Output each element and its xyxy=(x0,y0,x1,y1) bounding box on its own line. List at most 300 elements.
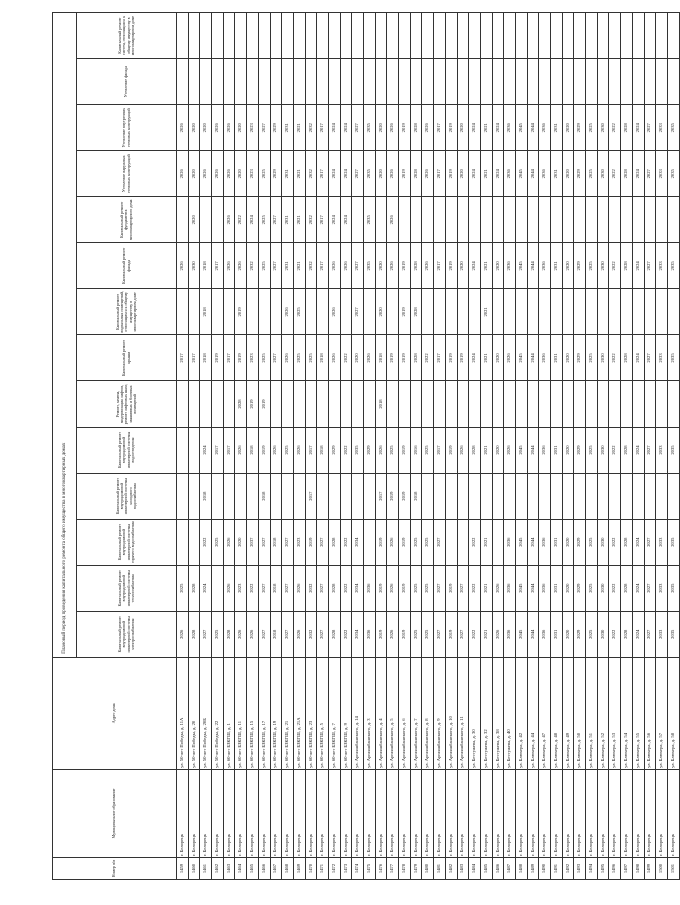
row-number-cell: 1484 xyxy=(469,857,481,879)
year-cell: 2036 xyxy=(539,611,551,657)
year-cell: 2019 xyxy=(399,611,411,657)
year-cell xyxy=(632,473,644,519)
row-number-cell: 1495 xyxy=(597,857,609,879)
year-cell: 2020 xyxy=(492,427,504,473)
year-cell xyxy=(364,59,376,105)
year-cell xyxy=(457,381,469,427)
year-cell: 2025 xyxy=(410,565,422,611)
year-cell xyxy=(632,381,644,427)
year-cell: 2024 xyxy=(632,335,644,381)
year-cell: 2032 xyxy=(247,243,259,289)
header-municipality: Муниципальное образование xyxy=(53,769,177,857)
table-row xyxy=(609,13,621,880)
year-cell xyxy=(609,59,621,105)
year-cell: 2025 xyxy=(258,197,270,243)
municipality-cell: г. Белорецк xyxy=(574,769,586,857)
year-cell xyxy=(469,473,481,519)
year-cell: 2027 xyxy=(270,197,282,243)
year-cell: 2019 xyxy=(375,565,387,611)
year-cell: 2033 xyxy=(656,565,668,611)
year-cell xyxy=(562,473,574,519)
year-cell xyxy=(527,59,539,105)
year-cell: 2027 xyxy=(352,289,364,335)
year-cell: 2024 xyxy=(632,243,644,289)
year-cell xyxy=(551,13,563,59)
row-number-cell: 1473 xyxy=(340,857,352,879)
year-cell xyxy=(644,59,656,105)
year-cell xyxy=(457,289,469,335)
year-cell: 2045 xyxy=(515,243,527,289)
year-cell: 2027 xyxy=(317,565,329,611)
year-cell xyxy=(434,13,446,59)
year-cell: 2019 xyxy=(445,105,457,151)
table-row xyxy=(410,13,422,880)
year-cell: 2018 xyxy=(317,335,329,381)
year-cell: 2027 xyxy=(644,243,656,289)
year-cell xyxy=(539,289,551,335)
year-cell: 2035 xyxy=(667,243,679,289)
year-cell xyxy=(188,427,200,473)
year-cell: 2031 xyxy=(282,105,294,151)
year-cell: 2019 xyxy=(305,519,317,565)
year-cell xyxy=(364,289,376,335)
year-cell: 2025 xyxy=(212,519,224,565)
year-cell: 2030 xyxy=(597,335,609,381)
year-cell xyxy=(200,197,212,243)
year-cell: 2018 xyxy=(247,427,259,473)
year-cell: 2028 xyxy=(328,611,340,657)
year-cell: 2029 xyxy=(328,427,340,473)
table-row xyxy=(562,13,574,880)
year-cell xyxy=(434,289,446,335)
year-cell: 2036 xyxy=(504,611,516,657)
year-cell xyxy=(340,13,352,59)
year-cell xyxy=(410,59,422,105)
year-cell: 2020 xyxy=(562,243,574,289)
year-cell: 2026 xyxy=(270,427,282,473)
year-cell: 2019 xyxy=(258,381,270,427)
year-cell xyxy=(644,473,656,519)
year-cell: 2018 xyxy=(258,473,270,519)
year-cell xyxy=(492,289,504,335)
year-cell xyxy=(539,473,551,519)
year-cell: 2030 xyxy=(597,565,609,611)
year-cell xyxy=(364,13,376,59)
year-cell: 2020 xyxy=(188,105,200,151)
year-cell: 2028 xyxy=(410,243,422,289)
year-cell: 2031 xyxy=(551,151,563,197)
address-cell: ул. 60-лет БЗКГШ, д. 5 xyxy=(317,657,329,769)
year-cell xyxy=(387,289,399,335)
year-cell xyxy=(562,381,574,427)
municipality-cell: г. Белорецк xyxy=(399,769,411,857)
year-cell: 2018 xyxy=(200,243,212,289)
year-cell: 2022 xyxy=(340,335,352,381)
year-cell xyxy=(445,381,457,427)
year-cell: 2022 xyxy=(340,519,352,565)
year-cell: 2019 xyxy=(212,335,224,381)
header-num: Номер п/п xyxy=(53,857,177,879)
table-row xyxy=(258,13,270,880)
year-cell xyxy=(305,59,317,105)
year-cell: 2023 xyxy=(247,151,259,197)
table-row xyxy=(527,13,539,880)
year-cell: 2026 xyxy=(212,151,224,197)
header-address: Адрес дома xyxy=(53,657,177,769)
year-cell xyxy=(539,381,551,427)
municipality-cell: г. Белорецк xyxy=(223,769,235,857)
year-cell: 2024 xyxy=(469,243,481,289)
row-number-cell: 1471 xyxy=(317,857,329,879)
table-row xyxy=(340,13,352,880)
year-cell xyxy=(586,59,598,105)
year-cell: 2017 xyxy=(317,197,329,243)
year-cell xyxy=(177,473,189,519)
year-cell xyxy=(317,59,329,105)
year-cell xyxy=(597,13,609,59)
year-cell: 2027 xyxy=(200,611,212,657)
year-cell: 2025 xyxy=(586,243,598,289)
year-cell xyxy=(632,289,644,335)
year-cell xyxy=(188,519,200,565)
year-cell: 2026 xyxy=(492,611,504,657)
year-cell: 2026 xyxy=(504,427,516,473)
year-cell xyxy=(282,473,294,519)
year-cell: 2032 xyxy=(305,243,317,289)
year-cell: 2026 xyxy=(387,611,399,657)
year-cell: 2029 xyxy=(574,427,586,473)
table-row xyxy=(656,13,668,880)
year-cell: 2018 xyxy=(410,473,422,519)
year-cell: 2027 xyxy=(434,611,446,657)
year-cell: 2026 xyxy=(223,151,235,197)
year-cell xyxy=(399,197,411,243)
year-cell xyxy=(469,381,481,427)
year-cell: 2033 xyxy=(656,335,668,381)
year-cell: 2021 xyxy=(293,151,305,197)
year-cell: 2033 xyxy=(656,611,668,657)
year-cell: 2031 xyxy=(551,519,563,565)
address-cell: ул. Бестужева, д. 32 xyxy=(480,657,492,769)
year-cell xyxy=(177,427,189,473)
year-cell xyxy=(223,289,235,335)
year-cell: 2017 xyxy=(212,243,224,289)
year-cell: 2020 xyxy=(188,197,200,243)
year-cell: 2026 xyxy=(223,105,235,151)
year-cell: 2017 xyxy=(434,151,446,197)
year-cell: 2036 xyxy=(539,243,551,289)
year-cell: 2028 xyxy=(328,565,340,611)
year-cell xyxy=(422,289,434,335)
year-cell xyxy=(445,13,457,59)
municipality-cell: г. Белорецк xyxy=(551,769,563,857)
year-cell: 2034 xyxy=(352,611,364,657)
year-cell xyxy=(282,59,294,105)
year-cell xyxy=(399,59,411,105)
year-cell xyxy=(212,59,224,105)
table-row xyxy=(235,13,247,880)
year-cell xyxy=(597,381,609,427)
year-cell xyxy=(574,381,586,427)
year-cell xyxy=(177,13,189,59)
municipality-cell: г. Белорецк xyxy=(258,769,270,857)
year-cell xyxy=(200,59,212,105)
year-cell: 2025 xyxy=(422,427,434,473)
year-cell xyxy=(340,381,352,427)
year-cell xyxy=(434,59,446,105)
year-cell xyxy=(515,473,527,519)
year-cell: 2029 xyxy=(574,565,586,611)
year-cell xyxy=(551,197,563,243)
year-cell: 2019 xyxy=(399,565,411,611)
row-number-cell: 1499 xyxy=(644,857,656,879)
year-cell xyxy=(632,197,644,243)
year-cell xyxy=(515,59,527,105)
year-cell: 2027 xyxy=(457,565,469,611)
year-cell xyxy=(328,473,340,519)
year-cell: 2025 xyxy=(586,105,598,151)
year-cell: 2020 xyxy=(375,243,387,289)
header-col11: Утепление наружных стеновых конструкций xyxy=(77,151,177,197)
year-cell xyxy=(504,473,516,519)
year-cell: 2019 xyxy=(399,243,411,289)
year-cell: 2017 xyxy=(434,335,446,381)
year-cell: 2019 xyxy=(445,151,457,197)
year-cell: 2026 xyxy=(177,151,189,197)
year-cell: 2035 xyxy=(667,151,679,197)
year-cell: 2031 xyxy=(551,565,563,611)
year-cell xyxy=(667,197,679,243)
year-cell xyxy=(515,381,527,427)
year-cell xyxy=(574,197,586,243)
header-col9: Капитальный ремонт фасада xyxy=(77,243,177,289)
year-cell: 2026 xyxy=(457,427,469,473)
address-cell: ул. Блюхера, д. 50 xyxy=(574,657,586,769)
row-number-cell: 1493 xyxy=(574,857,586,879)
address-cell: ул. Аргаяшбашского, д. 9 xyxy=(434,657,446,769)
year-cell: 2025 xyxy=(293,335,305,381)
header-col7: Капитальный ремонт крыши xyxy=(77,335,177,381)
address-cell: ул. Аргаяшбашского, д. 5 xyxy=(387,657,399,769)
row-number-cell: 1460 xyxy=(188,857,200,879)
year-cell: 2033 xyxy=(656,427,668,473)
year-cell: 2020 xyxy=(562,565,574,611)
year-cell: 2017 xyxy=(434,105,446,151)
year-cell: 2020 xyxy=(457,151,469,197)
year-cell: 2027 xyxy=(270,335,282,381)
year-cell xyxy=(609,197,621,243)
year-cell: 2035 xyxy=(352,427,364,473)
year-cell: 2017 xyxy=(223,335,235,381)
header-col14: Капитальный ремонт систем, относящихся к общему имуществу в многоквартирном доме xyxy=(77,13,177,59)
year-cell xyxy=(527,13,539,59)
year-cell: 2022 xyxy=(609,519,621,565)
year-cell: 2036 xyxy=(539,427,551,473)
year-cell xyxy=(375,13,387,59)
row-number-cell: 1479 xyxy=(410,857,422,879)
year-cell: 2025 xyxy=(410,519,422,565)
year-cell xyxy=(317,13,329,59)
year-cell: 2021 xyxy=(480,427,492,473)
year-cell xyxy=(480,381,492,427)
year-cell xyxy=(282,381,294,427)
municipality-cell: г. Белорецк xyxy=(293,769,305,857)
year-cell: 2019 xyxy=(457,335,469,381)
row-number-cell: 1459 xyxy=(177,857,189,879)
year-cell xyxy=(457,519,469,565)
year-cell: 2019 xyxy=(258,427,270,473)
year-cell: 2044 xyxy=(527,335,539,381)
row-number-cell: 1501 xyxy=(667,857,679,879)
municipality-cell: г. Белорецк xyxy=(644,769,656,857)
year-cell: 2020 xyxy=(562,335,574,381)
year-cell xyxy=(434,381,446,427)
year-cell: 2024 xyxy=(340,197,352,243)
row-number-cell: 1464 xyxy=(235,857,247,879)
year-cell xyxy=(305,13,317,59)
year-cell xyxy=(445,289,457,335)
year-cell: 2026 xyxy=(223,519,235,565)
year-cell: 2036 xyxy=(504,519,516,565)
year-cell xyxy=(177,197,189,243)
year-cell xyxy=(293,13,305,59)
year-cell xyxy=(597,197,609,243)
year-cell: 2027 xyxy=(317,611,329,657)
year-cell: 2045 xyxy=(515,565,527,611)
address-cell: ул. Блюхера, д. 58 xyxy=(667,657,679,769)
year-cell xyxy=(469,59,481,105)
municipality-cell: г. Белорецк xyxy=(375,769,387,857)
year-cell: 2017 xyxy=(188,335,200,381)
year-cell xyxy=(586,473,598,519)
year-cell: 2032 xyxy=(305,565,317,611)
year-cell: 2028 xyxy=(621,335,633,381)
year-cell: 2024 xyxy=(469,151,481,197)
year-cell: 2019 xyxy=(399,105,411,151)
year-cell: 2020 xyxy=(235,105,247,151)
municipality-cell: г. Белорецк xyxy=(317,769,329,857)
year-cell: 2027 xyxy=(434,565,446,611)
year-cell xyxy=(177,289,189,335)
year-cell xyxy=(480,59,492,105)
year-cell xyxy=(177,519,189,565)
year-cell: 2018 xyxy=(375,335,387,381)
address-cell: ул. Аргаяшбашского, д. 14 xyxy=(352,657,364,769)
table-row xyxy=(621,13,633,880)
year-cell: 2026 xyxy=(387,197,399,243)
municipality-cell: г. Белорецк xyxy=(562,769,574,857)
year-cell: 2028 xyxy=(410,335,422,381)
year-cell: 2017 xyxy=(317,243,329,289)
address-cell: ул. 50-лет Победы, д. 20Б xyxy=(200,657,212,769)
year-cell: 2026 xyxy=(328,243,340,289)
year-cell: 2018 xyxy=(317,427,329,473)
row-number-cell: 1483 xyxy=(457,857,469,879)
year-cell: 2034 xyxy=(352,565,364,611)
year-cell: 2035 xyxy=(364,151,376,197)
year-cell xyxy=(352,197,364,243)
table-row xyxy=(364,13,376,880)
year-cell: 2023 xyxy=(293,519,305,565)
year-cell: 2022 xyxy=(422,335,434,381)
year-cell xyxy=(399,13,411,59)
year-cell xyxy=(270,473,282,519)
year-cell xyxy=(527,473,539,519)
year-cell: 2029 xyxy=(574,611,586,657)
year-cell: 2044 xyxy=(527,519,539,565)
year-cell: 2024 xyxy=(492,151,504,197)
year-cell xyxy=(551,473,563,519)
year-cell: 2017 xyxy=(223,427,235,473)
year-cell: 2026 xyxy=(282,289,294,335)
address-cell: ул. 60-лет БЗКГШ, д. 21 xyxy=(282,657,294,769)
year-cell: 2026 xyxy=(328,289,340,335)
table-row xyxy=(539,13,551,880)
year-cell: 2030 xyxy=(597,427,609,473)
year-cell: 2030 xyxy=(597,243,609,289)
year-cell: 2020 xyxy=(562,519,574,565)
address-cell: ул. 60-лет БЗКГШ, д. 21А xyxy=(293,657,305,769)
year-cell: 2020 xyxy=(375,289,387,335)
address-cell: ул. Аргаяшбашского, д. 4 xyxy=(375,657,387,769)
address-cell: ул. Бестужева, д. 30 xyxy=(469,657,481,769)
address-cell: ул. 60-лет БЗКГШ, д. 11 xyxy=(235,657,247,769)
municipality-cell: г. Белорецк xyxy=(586,769,598,857)
year-cell: 2025 xyxy=(586,427,598,473)
header-col2: Капитальный ремонт внутридомовой инженерной системы теплоснабжения xyxy=(77,565,177,611)
year-cell: 2035 xyxy=(364,197,376,243)
year-cell: 2019 xyxy=(375,519,387,565)
row-number-cell: 1490 xyxy=(539,857,551,879)
address-cell: ул. Аргаяшбашского, д. 7 xyxy=(410,657,422,769)
year-cell xyxy=(574,473,586,519)
year-cell xyxy=(597,59,609,105)
municipality-cell: г. Белорецк xyxy=(212,769,224,857)
year-cell xyxy=(609,13,621,59)
year-cell: 2021 xyxy=(480,105,492,151)
year-cell: 2035 xyxy=(667,427,679,473)
year-cell: 2025 xyxy=(422,611,434,657)
year-cell: 2030 xyxy=(597,519,609,565)
municipality-cell: г. Белорецк xyxy=(609,769,621,857)
year-cell: 2025 xyxy=(410,611,422,657)
row-number-cell: 1470 xyxy=(305,857,317,879)
year-cell: 2044 xyxy=(527,243,539,289)
address-cell: ул. Блюхера, д. 57 xyxy=(656,657,668,769)
table-row xyxy=(293,13,305,880)
address-cell: ул. 60-лет БЗКГШ, д. 17 xyxy=(258,657,270,769)
year-cell: 2024 xyxy=(632,519,644,565)
year-cell xyxy=(469,13,481,59)
year-cell: 2026 xyxy=(422,243,434,289)
year-cell: 2027 xyxy=(352,105,364,151)
year-cell: 2026 xyxy=(328,335,340,381)
municipality-cell: г. Белорецк xyxy=(422,769,434,857)
table-row xyxy=(188,13,200,880)
year-cell: 2021 xyxy=(480,151,492,197)
year-cell xyxy=(352,473,364,519)
row-number-cell: 1492 xyxy=(562,857,574,879)
year-cell: 2045 xyxy=(515,335,527,381)
year-cell: 2021 xyxy=(293,105,305,151)
row-number-cell: 1485 xyxy=(480,857,492,879)
year-cell xyxy=(480,473,492,519)
table-row xyxy=(177,13,189,880)
year-cell: 2027 xyxy=(282,519,294,565)
year-cell: 2026 xyxy=(387,565,399,611)
year-cell xyxy=(492,13,504,59)
year-cell xyxy=(212,381,224,427)
